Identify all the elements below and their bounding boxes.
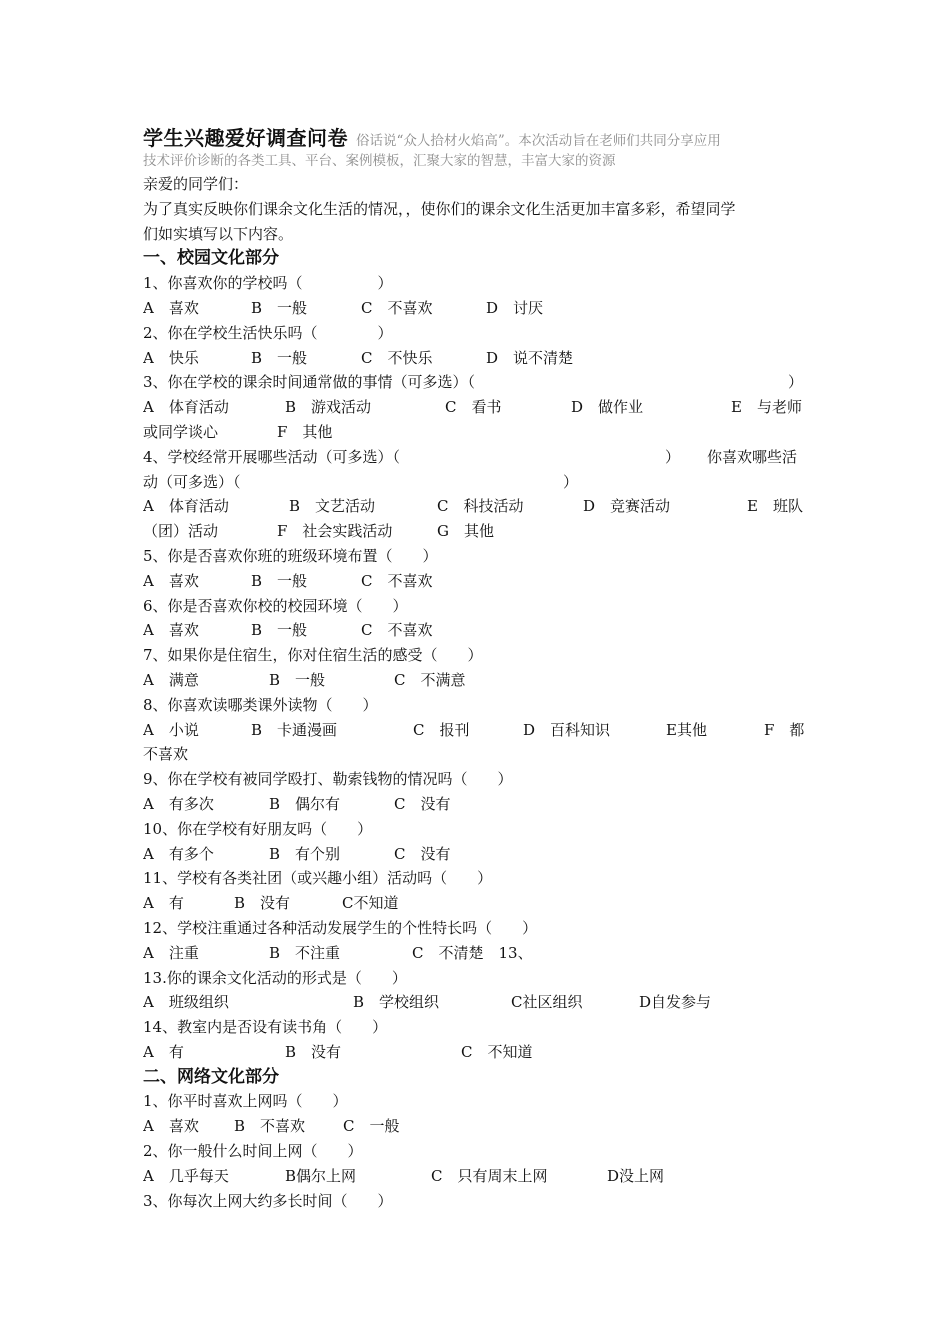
question-9-options — [143, 792, 811, 817]
option[interactable]: C社区组织 — [511, 993, 583, 1012]
question-4-cont-close: ） — [563, 472, 579, 491]
network-question-2: 2、你一般什么时间上网（ ） — [143, 1142, 363, 1161]
question-4-options-cont — [143, 519, 811, 544]
question-4-options — [143, 494, 811, 519]
option[interactable]: C 看书 — [445, 398, 502, 417]
option[interactable]: E 班队 — [747, 497, 803, 516]
option[interactable]: B 偶尔有 — [269, 794, 341, 813]
option[interactable]: A 体育活动 — [143, 398, 229, 417]
option[interactable]: D 说不清楚 — [486, 348, 574, 367]
question-9: 9、你在学校有被同学殴打、勒索钱物的情况吗（ ） — [143, 770, 513, 789]
question-3 — [143, 370, 811, 395]
question-4-sub: 你喜欢哪些活 — [707, 447, 798, 466]
option[interactable]: A 喜欢 — [143, 1117, 199, 1136]
option[interactable]: B 一般 — [269, 670, 326, 689]
option[interactable]: B 一般 — [251, 348, 308, 367]
option[interactable]: D 百科知识 — [523, 720, 611, 739]
option-cont: （团）活动 — [143, 522, 219, 541]
question-4-cont — [143, 470, 811, 495]
intro-line-1: 为了真实反映你们课余文化生活的情况，，使你们的课余文化生活更加丰富多彩，希望同学 — [143, 199, 736, 218]
option[interactable]: B 一般 — [251, 571, 308, 590]
option[interactable]: A 注重 — [143, 943, 199, 962]
option[interactable]: B 一般 — [251, 298, 308, 317]
page-title: 学生兴趣爱好调查问卷 — [143, 126, 348, 150]
question-3-text: 3、你在学校的课余时间通常做的事情（可多选）（ — [143, 373, 476, 392]
option[interactable]: B 学校组织 — [353, 993, 440, 1012]
option[interactable]: C 没有 — [394, 794, 451, 813]
option[interactable]: A 快乐 — [143, 348, 199, 367]
option[interactable]: C 不喜欢 — [361, 621, 433, 640]
network-question-1-options — [143, 1114, 811, 1139]
option[interactable]: A 满意 — [143, 670, 199, 689]
network-question-1: 1、你平时喜欢上网吗（ ） — [143, 1092, 348, 1111]
question-11-options — [143, 891, 811, 916]
question-11: 11、学校有各类社团（或兴趣小组）活动吗（ ） — [143, 869, 493, 888]
intro-note-line-1: 俗话说“众人拾材火焰高”。本次活动旨在老师们共同分享应用 — [356, 133, 721, 149]
question-4-text: 4、学校经常开展哪些活动（可多选）（ — [143, 447, 401, 466]
option[interactable]: B 不注重 — [269, 943, 341, 962]
option[interactable]: F 社会实践活动 — [277, 522, 393, 541]
option[interactable]: C 不喜欢 — [361, 298, 433, 317]
option-cont: 或同学谈心 — [143, 422, 219, 441]
question-5-options — [143, 569, 811, 594]
option[interactable]: E其他 — [666, 720, 707, 739]
option[interactable]: C 没有 — [394, 844, 451, 863]
question-10: 10、你在学校有好朋友吗（ ） — [143, 819, 373, 838]
option[interactable]: A 喜欢 — [143, 621, 199, 640]
option[interactable]: A 有多个 — [143, 844, 214, 863]
question-6: 6、你是否喜欢你校的校园环境（ ） — [143, 596, 408, 615]
option[interactable]: C 科技活动 — [437, 497, 524, 516]
question-3-close: ） — [788, 373, 804, 392]
option[interactable]: A 有 — [143, 894, 184, 913]
option[interactable]: A 有 — [143, 1042, 184, 1061]
option[interactable]: B 没有 — [285, 1042, 342, 1061]
option[interactable]: B 没有 — [234, 894, 291, 913]
option[interactable]: C 报刊 — [413, 720, 470, 739]
question-13: 13.你的课余文化活动的形式是（ ） — [143, 968, 407, 987]
option[interactable]: F 其他 — [277, 422, 333, 441]
option[interactable]: C不知道 — [342, 894, 399, 913]
option[interactable]: B 有个别 — [269, 844, 341, 863]
questionnaire-page — [143, 126, 811, 1213]
option[interactable]: D没上网 — [607, 1166, 665, 1185]
question-10-options — [143, 842, 811, 867]
option[interactable]: D 做作业 — [571, 398, 644, 417]
question-2-options — [143, 346, 811, 371]
option[interactable]: D 讨厌 — [486, 298, 544, 317]
question-6-options — [143, 618, 811, 643]
question-4-close: ） — [665, 447, 681, 466]
greeting: 亲爱的同学们： — [143, 175, 249, 193]
question-12: 12、学校注重通过各种活动发展学生的个性特长吗（ ） — [143, 918, 538, 937]
section-heading-network: 二、网络文化部分 — [143, 1066, 279, 1087]
question-4 — [143, 445, 811, 470]
question-3-options-cont — [143, 420, 811, 445]
question-7-options — [143, 668, 811, 693]
question-8: 8、你喜欢读哪类课外读物（ ） — [143, 695, 378, 714]
option[interactable]: D 竞赛活动 — [583, 497, 671, 516]
question-5: 5、你是否喜欢你班的班级环境布置（ ） — [143, 546, 438, 565]
question-3-options — [143, 395, 811, 420]
option[interactable]: B 不喜欢 — [234, 1117, 306, 1136]
question-1-options — [143, 296, 811, 321]
option[interactable]: A 班级组织 — [143, 993, 229, 1012]
question-4-cont-text: 动（可多选）（ — [143, 472, 241, 491]
intro-line-2: 们如实填写以下内容。 — [143, 224, 294, 243]
question-7: 7、如果你是住宿生，你对住宿生活的感受（ ） — [143, 646, 483, 665]
option[interactable]: D自发参与 — [639, 993, 712, 1012]
option[interactable]: C 一般 — [343, 1117, 400, 1136]
option[interactable]: A 喜欢 — [143, 571, 199, 590]
option[interactable]: A 小说 — [143, 720, 199, 739]
question-2: 2、你在学校生活快乐吗（ ） — [143, 323, 393, 342]
section-heading-campus: 一、校园文化部分 — [143, 248, 279, 269]
network-question-3: 3、你每次上网大约多长时间（ ） — [143, 1191, 393, 1210]
option[interactable]: B 文艺活动 — [289, 497, 376, 516]
option[interactable]: F 都 — [764, 720, 805, 739]
option[interactable]: G 其他 — [437, 522, 494, 541]
option[interactable]: A 几乎每天 — [143, 1166, 229, 1185]
option[interactable]: A 体育活动 — [143, 497, 229, 516]
option[interactable]: A 喜欢 — [143, 298, 199, 317]
option[interactable]: C 不知道 — [461, 1042, 533, 1061]
question-8-options — [143, 718, 811, 743]
option[interactable]: A 有多次 — [143, 794, 214, 813]
network-question-2-options — [143, 1164, 811, 1189]
option[interactable]: E 与老师 — [731, 398, 802, 417]
option[interactable]: C 不清楚 13、 — [412, 943, 533, 962]
option[interactable]: C 不满意 — [394, 670, 466, 689]
question-12-options — [143, 941, 811, 966]
option[interactable]: B 卡通漫画 — [251, 720, 338, 739]
question-13-options — [143, 990, 811, 1015]
option[interactable]: C 不快乐 — [361, 348, 433, 367]
option[interactable]: B偶尔上网 — [285, 1166, 357, 1185]
question-14: 14、教室内是否设有读书角（ ） — [143, 1018, 388, 1037]
intro-note-line-2: 技术评价诊断的各类工具、平台、案例模板，汇聚大家的智慧，丰富大家的资源 — [143, 153, 616, 169]
option[interactable]: B 游戏活动 — [285, 398, 372, 417]
question-14-options — [143, 1040, 811, 1065]
title-row — [143, 126, 811, 150]
option[interactable]: C 只有周末上网 — [431, 1166, 548, 1185]
option[interactable]: B 一般 — [251, 621, 308, 640]
question-1: 1、你喜欢你的学校吗（ ） — [143, 274, 393, 293]
question-8-options-cont: 不喜欢 — [143, 745, 189, 764]
option[interactable]: C 不喜欢 — [361, 571, 433, 590]
